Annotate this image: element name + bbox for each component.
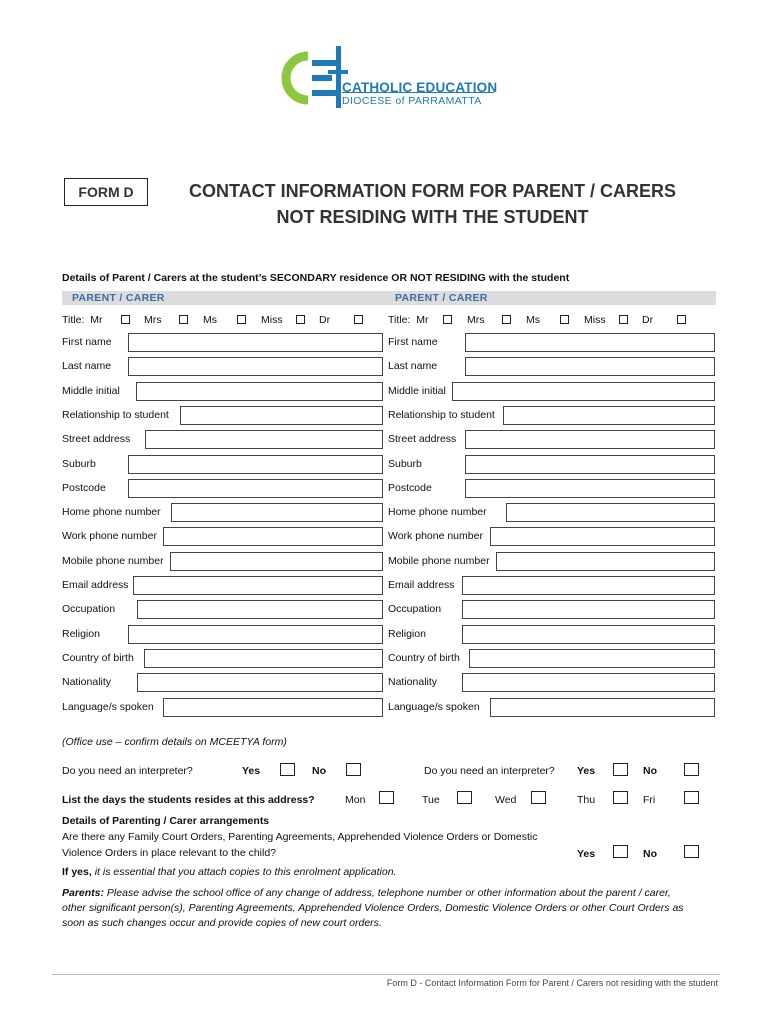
interpreter-no-left: No (312, 765, 326, 777)
title-ms-left: Ms (203, 314, 217, 326)
email-address-label-left: Email address (62, 579, 129, 591)
work-phone-number-input-left[interactable] (163, 527, 383, 546)
street-address-label-left: Street address (62, 433, 131, 446)
language-s-spoken-input-left[interactable] (163, 698, 383, 717)
title-mrs-checkbox-left[interactable] (179, 315, 188, 324)
work-phone-number-label-right: Work phone number (388, 530, 483, 543)
interpreter-no-right: No (643, 765, 657, 777)
occupation-label-left: Occupation (62, 603, 116, 616)
title-dr-checkbox-right[interactable] (677, 315, 686, 324)
day-thu-checkbox[interactable] (613, 791, 628, 804)
middle-initial-label-left: Middle initial (62, 384, 120, 397)
form-label-box (64, 178, 148, 206)
title-miss-right: Miss (584, 314, 606, 326)
interpreter-question-left: Do you need an interpreter? (62, 765, 193, 777)
interpreter-question-right: Do you need an interpreter? (424, 765, 555, 777)
home-phone-number-label-right: Home phone number (388, 506, 487, 519)
first-name-input-left[interactable] (128, 333, 383, 352)
title-line1: CONTACT INFORMATION FORM FOR PARENT / CARERS (189, 181, 676, 201)
title-label-left: Title: Mr (62, 314, 103, 326)
postcode-label-right: Postcode (388, 481, 432, 494)
relationship-to-student-label-right: Relationship to student (388, 408, 495, 421)
parenting-line1: Are there any Family Court Orders, Parenting Agreements, Apprehended Violence Orders or Domestic (62, 831, 538, 843)
day-mon-label: Mon (345, 794, 366, 806)
title-miss-left: Miss (261, 314, 283, 326)
day-thu-label: Thu (577, 794, 596, 806)
suburb-input-right[interactable] (465, 455, 715, 474)
interpreter-yes-checkbox-left[interactable] (280, 763, 295, 776)
suburb-input-left[interactable] (128, 455, 383, 474)
email-address-label-right: Email address (388, 579, 455, 591)
work-phone-number-input-right[interactable] (490, 527, 715, 546)
footer-divider (52, 974, 720, 975)
street-address-input-right[interactable] (465, 430, 715, 449)
middle-initial-label-right: Middle initial (388, 384, 446, 397)
form-label: FORM D (78, 184, 134, 200)
title-dr-checkbox-left[interactable] (354, 315, 363, 324)
day-mon-checkbox[interactable] (379, 791, 394, 804)
language-s-spoken-input-right[interactable] (490, 698, 715, 717)
interpreter-yes-checkbox-right[interactable] (613, 763, 628, 776)
occupation-input-left[interactable] (137, 600, 383, 619)
country-of-birth-input-right[interactable] (469, 649, 715, 668)
occupation-input-right[interactable] (462, 600, 715, 619)
if-yes-note: If yes, it is essential that you attach copies to this enrolment application. (62, 866, 397, 878)
title-ms-checkbox-right[interactable] (560, 315, 569, 324)
day-wed-label: Wed (495, 794, 517, 806)
parenting-no-checkbox[interactable] (684, 845, 699, 858)
relationship-to-student-input-left[interactable] (180, 406, 383, 425)
home-phone-number-input-right[interactable] (506, 503, 715, 522)
first-name-label-left: First name (62, 336, 112, 348)
intro-text: Details of Parent / Carers at the student’s SECONDARY residence OR NOT RESIDING with the student (62, 272, 570, 284)
relationship-to-student-input-right[interactable] (503, 406, 715, 425)
last-name-label-left: Last name (62, 360, 112, 373)
religion-input-left[interactable] (128, 625, 383, 644)
religion-label-right: Religion (388, 627, 426, 640)
title-miss-checkbox-left[interactable] (296, 315, 305, 324)
street-address-label-right: Street address (388, 433, 457, 446)
day-tue-checkbox[interactable] (457, 791, 472, 804)
home-phone-number-input-left[interactable] (171, 503, 383, 522)
nationality-label-left: Nationality (62, 676, 112, 689)
postcode-input-left[interactable] (128, 479, 383, 498)
parenting-yes-label: Yes (577, 848, 596, 860)
page-footer: Form D - Contact Information Form for Parent / Carers not residing with the student (386, 978, 718, 988)
first-name-input-right[interactable] (465, 333, 715, 352)
language-s-spoken-label-right: Language/s spoken (388, 700, 480, 713)
office-use-note: (Office use – confirm details on MCEETYA form) (62, 736, 287, 748)
country-of-birth-label-left: Country of birth (62, 651, 134, 664)
religion-input-right[interactable] (462, 625, 715, 644)
title-mrs-checkbox-right[interactable] (502, 315, 511, 324)
relationship-to-student-label-left: Relationship to student (62, 408, 169, 421)
title-ms-checkbox-left[interactable] (237, 315, 246, 324)
interpreter-no-checkbox-left[interactable] (346, 763, 361, 776)
section-label-right: PARENT / CARER (395, 292, 488, 304)
middle-initial-input-right[interactable] (452, 382, 715, 401)
parenting-yes-checkbox[interactable] (613, 845, 628, 858)
last-name-input-left[interactable] (128, 357, 383, 376)
parenting-line2: Violence Orders in place relevant to the child? (62, 847, 277, 859)
days-question: List the days the students resides at this address? (62, 794, 315, 806)
mobile-phone-number-input-right[interactable] (496, 552, 715, 571)
last-name-label-right: Last name (388, 360, 438, 373)
suburb-label-left: Suburb (62, 457, 96, 470)
interpreter-no-checkbox-right[interactable] (684, 763, 699, 776)
day-tue-label: Tue (422, 794, 440, 806)
day-wed-checkbox[interactable] (531, 791, 546, 804)
section-label-left: PARENT / CARER (72, 292, 165, 304)
nationality-label-right: Nationality (388, 676, 438, 689)
logo-text-line2: DIOCESE of PARRAMATTA (342, 95, 482, 107)
first-name-label-right: First name (388, 336, 438, 348)
interpreter-yes-left: Yes (242, 765, 261, 777)
parenting-heading: Details of Parenting / Carer arrangements (62, 815, 270, 827)
street-address-input-left[interactable] (145, 430, 383, 449)
mobile-phone-number-input-left[interactable] (170, 552, 383, 571)
home-phone-number-label-left: Home phone number (62, 506, 161, 519)
last-name-input-right[interactable] (465, 357, 715, 376)
title-dr-left: Dr (319, 314, 331, 326)
work-phone-number-label-left: Work phone number (62, 530, 157, 543)
title-label-right: Title: Mr (388, 314, 429, 326)
nationality-input-left[interactable] (137, 673, 383, 692)
page-title (160, 178, 705, 230)
title-mr-checkbox-right[interactable] (443, 315, 452, 324)
postcode-input-right[interactable] (465, 479, 715, 498)
title-mr-checkbox-left[interactable] (121, 315, 130, 324)
postcode-label-left: Postcode (62, 481, 106, 494)
country-of-birth-label-right: Country of birth (388, 651, 460, 664)
parents-note: Parents: Please advise the school office of any change of address, telephone number or other information about the parent / carer, other significant person(s), Parenting Agreements, Apprehended Violence Orders, Domestic Violence Orders or other Court Orders as soon as such changes occur and provide copies of new court orders. (62, 887, 684, 929)
middle-initial-input-left[interactable] (136, 382, 383, 401)
title-ms-right: Ms (526, 314, 540, 326)
day-fri-label: Fri (643, 794, 656, 806)
country-of-birth-input-left[interactable] (144, 649, 383, 668)
title-dr-right: Dr (642, 314, 654, 326)
language-s-spoken-label-left: Language/s spoken (62, 700, 154, 713)
suburb-label-right: Suburb (388, 457, 422, 470)
day-fri-checkbox[interactable] (684, 791, 699, 804)
nationality-input-right[interactable] (462, 673, 715, 692)
mobile-phone-number-label-right: Mobile phone number (388, 554, 490, 567)
occupation-label-right: Occupation (388, 603, 442, 616)
title-miss-checkbox-right[interactable] (619, 315, 628, 324)
religion-label-left: Religion (62, 627, 100, 640)
mobile-phone-number-label-left: Mobile phone number (62, 554, 164, 567)
parenting-no-label: No (643, 848, 657, 860)
email-address-input-left[interactable] (133, 576, 383, 595)
interpreter-yes-right: Yes (577, 765, 596, 777)
title-line2: NOT RESIDING WITH THE STUDENT (276, 207, 589, 227)
logo-text-line1: CATHOLIC EDUCATION (342, 80, 498, 95)
title-mrs-left: Mrs (144, 314, 162, 326)
title-mrs-right: Mrs (467, 314, 485, 326)
email-address-input-right[interactable] (462, 576, 715, 595)
